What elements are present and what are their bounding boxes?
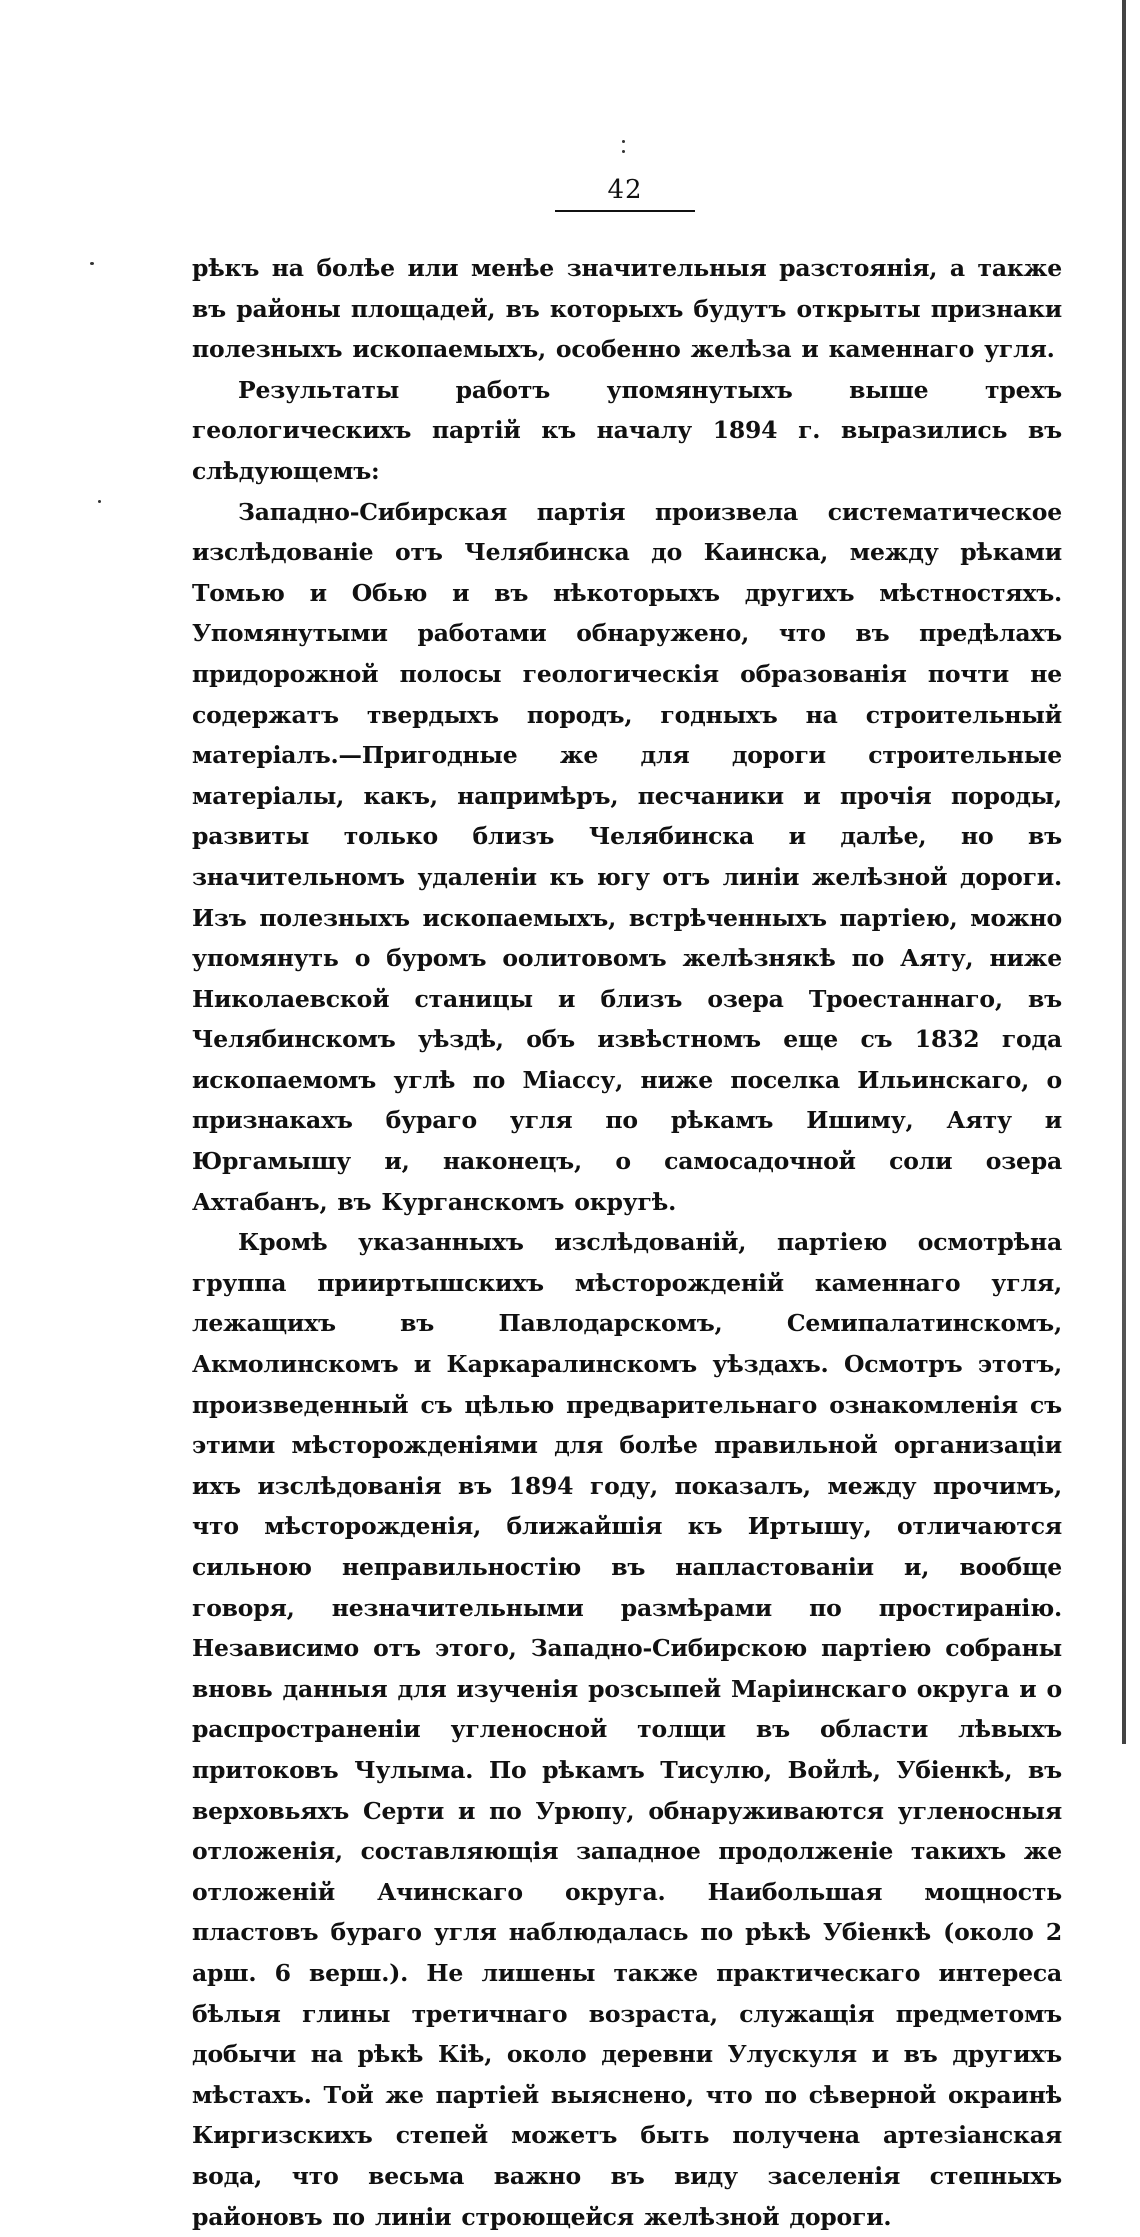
page-number: 42 bbox=[607, 175, 643, 205]
page-edge-shadow bbox=[1122, 0, 1126, 1744]
paragraph-1: рѣкъ на болѣе или менѣе значительныя разстоянія, а также въ районы площадей, въ которыхъ будутъ открыты признаки полезныхъ ископаемыхъ, особенно желѣза и каменнаго угля. bbox=[192, 254, 1062, 364]
paragraph-3: Западно-Сибирская партія произвела систематическое изслѣдованіе отъ Челябинска до Каинска, между рѣками Томью и Обью и въ нѣкоторыхъ другихъ мѣстностяхъ. Упомянутыми работами обнаружено, что въ предѣлахъ придорожной полосы геологическія образованія почти не содержатъ твердыхъ породъ, годныхъ на строительный матеріалъ.—Пригодные же для дороги строительные матеріалы, какъ, напримѣръ, песчаники и прочія породы, развиты только близъ Челябинска и далѣе, но въ значительномъ удаленіи къ югу отъ линіи желѣзной дороги. Изъ полезныхъ ископаемыхъ, встрѣченныхъ партіею, можно упомянуть о буромъ оолитовомъ желѣзнякѣ по Аяту, ниже Николаевской станицы и близъ озера Троестаннаго, въ Челябинскомъ уѣздѣ, объ извѣстномъ еще съ 1832 года ископаемомъ углѣ по Міассу, ниже поселка Ильинскаго, о признакахъ бураго угля по рѣкамъ Ишиму, Аяту и Юргамышу и, наконецъ, о самосадочной соли озера Ахтабанъ, въ Курганскомъ округѣ. bbox=[192, 497, 1062, 1216]
scan-speck bbox=[90, 262, 94, 265]
paragraph-4: Кромѣ указанныхъ изслѣдованій, партіею осмотрѣна группа прииртышскихъ мѣсторожденій каменнаго угля, лежащихъ въ Павлодарскомъ, Семипалатинскомъ, Акмолинскомъ и Каркаралинскомъ уѣздахъ. Осмотръ этотъ, произведенный съ цѣлью предварительнаго ознакомленія съ этими мѣсторожденіями для болѣе правильной организаціи ихъ изслѣдованія въ 1894 году, показалъ, между прочимъ, что мѣсторожденія, ближайшія къ Иртышу, отличаются сильною неправильностію въ напластованіи и, вообще говоря, незначительными размѣрами по простиранію. Независимо отъ этого, Западно-Сибирскою партіею собраны вновь данныя для изученія розсыпей Маріинскаго округа и о распространеніи угленосной толщи въ области лѣвыхъ притоковъ Чулыма. По рѣкамъ Тисулю, Войлѣ, Убіенкѣ, въ верховьяхъ Серти и по Урюпу, обнаруживаются угленосныя отложенія, составляющія западное продолженіе такихъ же отложеній Ачинскаго округа. Наибольшая мощность пластовъ бураго угля наблюдалась по рѣкѣ Убіенкѣ (около 2 арш. 6 верш.). Не лишены также практическаго интереса бѣлыя глины третичнаго возраста, служащія предметомъ добычи на рѣкѣ Кіѣ, около деревни Улускуля и въ другихъ мѣстахъ. Той же партіей выяснено, что по сѣверной окраинѣ Киргизскихъ степей можетъ быть получена артезіанская вода, что весьма важно въ виду заселенія степныхъ районовъ по линіи строющейся желѣзной дороги. bbox=[192, 1228, 1062, 2231]
scan-speck bbox=[98, 500, 101, 503]
body-text bbox=[192, 248, 1062, 2237]
page-number-rule bbox=[555, 210, 695, 212]
scan-speck bbox=[622, 150, 625, 153]
scan-speck bbox=[622, 140, 625, 143]
paragraph-2: Результаты работъ упомянутыхъ выше трехъ геологическихъ партій къ началу 1894 г. выразились въ слѣдующемъ: bbox=[192, 375, 1062, 485]
